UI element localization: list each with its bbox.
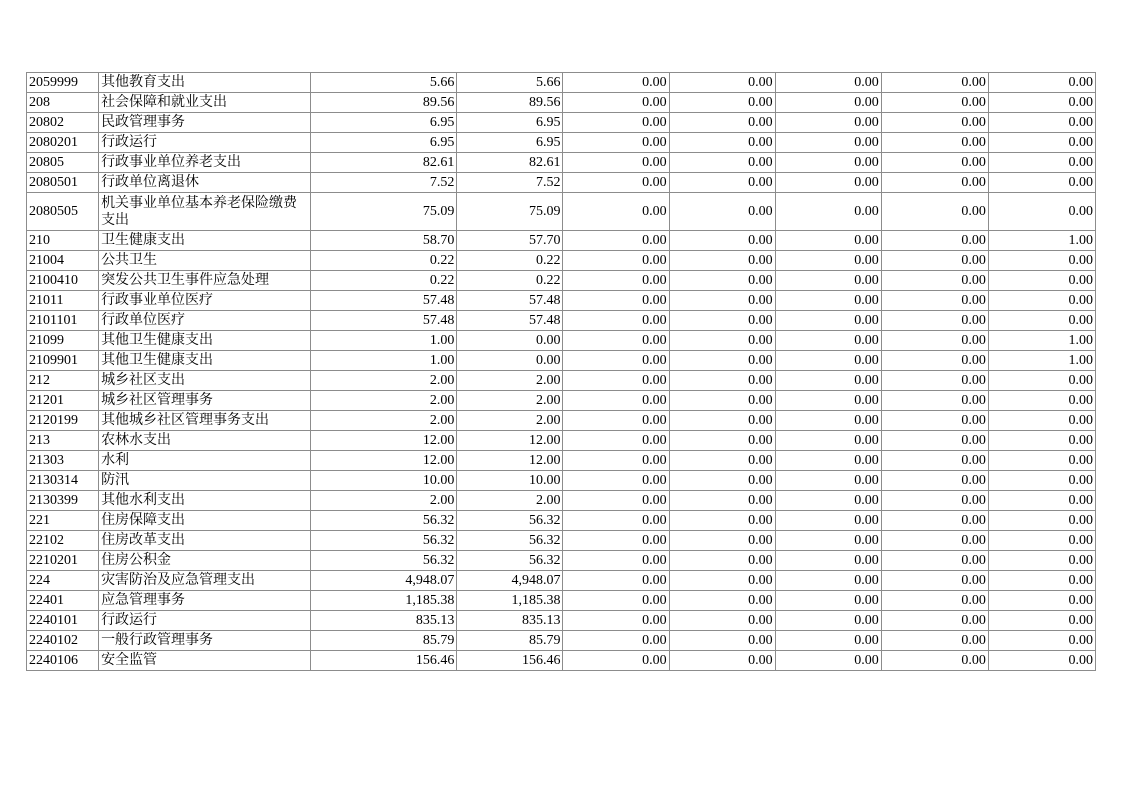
amount-cell: 1,185.38 bbox=[311, 591, 457, 611]
amount-cell: 835.13 bbox=[457, 611, 563, 631]
amount-cell: 0.00 bbox=[669, 251, 775, 271]
amount-cell: 0.00 bbox=[881, 431, 988, 451]
amount-cell: 0.00 bbox=[775, 331, 881, 351]
subject-code-cell: 2100410 bbox=[27, 271, 99, 291]
amount-cell: 0.00 bbox=[669, 113, 775, 133]
amount-cell: 0.00 bbox=[775, 451, 881, 471]
amount-cell: 0.00 bbox=[563, 231, 669, 251]
amount-cell: 56.32 bbox=[457, 531, 563, 551]
amount-cell: 0.00 bbox=[775, 551, 881, 571]
amount-cell: 0.00 bbox=[881, 193, 988, 231]
amount-cell: 4,948.07 bbox=[311, 571, 457, 591]
amount-cell: 0.00 bbox=[563, 451, 669, 471]
amount-cell: 0.00 bbox=[988, 611, 1095, 631]
amount-cell: 12.00 bbox=[311, 451, 457, 471]
table-row bbox=[27, 551, 1096, 571]
amount-cell: 0.00 bbox=[563, 113, 669, 133]
amount-cell: 0.00 bbox=[563, 193, 669, 231]
amount-cell: 2.00 bbox=[311, 371, 457, 391]
table-row bbox=[27, 351, 1096, 371]
amount-cell: 0.00 bbox=[881, 451, 988, 471]
amount-cell: 0.00 bbox=[563, 391, 669, 411]
amount-cell: 0.00 bbox=[669, 351, 775, 371]
subject-name-cell: 水利 bbox=[99, 451, 311, 471]
subject-name-cell: 卫生健康支出 bbox=[99, 231, 311, 251]
subject-name-cell: 农林水支出 bbox=[99, 431, 311, 451]
subject-code-cell: 2240102 bbox=[27, 631, 99, 651]
amount-cell: 10.00 bbox=[457, 471, 563, 491]
amount-cell: 57.48 bbox=[311, 291, 457, 311]
table-row bbox=[27, 193, 1096, 231]
amount-cell: 10.00 bbox=[311, 471, 457, 491]
amount-cell: 0.00 bbox=[563, 491, 669, 511]
amount-cell: 0.00 bbox=[669, 571, 775, 591]
amount-cell: 2.00 bbox=[311, 391, 457, 411]
amount-cell: 0.00 bbox=[775, 291, 881, 311]
amount-cell: 57.70 bbox=[457, 231, 563, 251]
amount-cell: 0.00 bbox=[881, 331, 988, 351]
subject-code-cell: 21201 bbox=[27, 391, 99, 411]
amount-cell: 0.00 bbox=[669, 451, 775, 471]
subject-name-cell: 公共卫生 bbox=[99, 251, 311, 271]
table-row bbox=[27, 611, 1096, 631]
amount-cell: 0.00 bbox=[563, 271, 669, 291]
subject-name-cell: 住房保障支出 bbox=[99, 511, 311, 531]
amount-cell: 0.00 bbox=[988, 193, 1095, 231]
amount-cell: 1.00 bbox=[988, 351, 1095, 371]
amount-cell: 0.00 bbox=[775, 591, 881, 611]
subject-code-cell: 2210201 bbox=[27, 551, 99, 571]
amount-cell: 0.00 bbox=[988, 591, 1095, 611]
amount-cell: 0.00 bbox=[775, 113, 881, 133]
subject-code-cell: 20805 bbox=[27, 153, 99, 173]
amount-cell: 0.00 bbox=[563, 331, 669, 351]
subject-name-cell: 民政管理事务 bbox=[99, 113, 311, 133]
amount-cell: 0.00 bbox=[881, 291, 988, 311]
amount-cell: 0.00 bbox=[563, 291, 669, 311]
amount-cell: 0.00 bbox=[669, 271, 775, 291]
amount-cell: 1.00 bbox=[311, 331, 457, 351]
amount-cell: 0.00 bbox=[988, 451, 1095, 471]
table-row bbox=[27, 231, 1096, 251]
amount-cell: 0.00 bbox=[881, 591, 988, 611]
table-row bbox=[27, 113, 1096, 133]
table-row bbox=[27, 291, 1096, 311]
amount-cell: 0.00 bbox=[881, 271, 988, 291]
table-row bbox=[27, 391, 1096, 411]
amount-cell: 0.00 bbox=[775, 411, 881, 431]
subject-code-cell: 212 bbox=[27, 371, 99, 391]
amount-cell: 0.00 bbox=[988, 173, 1095, 193]
amount-cell: 0.00 bbox=[775, 631, 881, 651]
amount-cell: 1.00 bbox=[988, 231, 1095, 251]
amount-cell: 0.00 bbox=[563, 153, 669, 173]
subject-code-cell: 2080201 bbox=[27, 133, 99, 153]
table-row bbox=[27, 173, 1096, 193]
table-row bbox=[27, 451, 1096, 471]
subject-code-cell: 22401 bbox=[27, 591, 99, 611]
subject-code-cell: 21099 bbox=[27, 331, 99, 351]
subject-name-cell: 其他教育支出 bbox=[99, 73, 311, 93]
subject-name-cell: 机关事业单位基本养老保险缴费支出 bbox=[99, 193, 311, 231]
table-row bbox=[27, 651, 1096, 671]
amount-cell: 0.00 bbox=[775, 531, 881, 551]
amount-cell: 7.52 bbox=[311, 173, 457, 193]
amount-cell: 0.00 bbox=[775, 251, 881, 271]
amount-cell: 0.00 bbox=[775, 153, 881, 173]
subject-name-cell: 其他卫生健康支出 bbox=[99, 351, 311, 371]
amount-cell: 0.00 bbox=[988, 113, 1095, 133]
amount-cell: 57.48 bbox=[457, 291, 563, 311]
amount-cell: 0.00 bbox=[775, 571, 881, 591]
subject-name-cell: 安全监管 bbox=[99, 651, 311, 671]
amount-cell: 0.00 bbox=[669, 611, 775, 631]
amount-cell: 0.00 bbox=[881, 251, 988, 271]
amount-cell: 1.00 bbox=[311, 351, 457, 371]
subject-name-cell: 行政运行 bbox=[99, 133, 311, 153]
subject-code-cell: 2240106 bbox=[27, 651, 99, 671]
subject-name-cell: 住房公积金 bbox=[99, 551, 311, 571]
amount-cell: 85.79 bbox=[457, 631, 563, 651]
subject-name-cell: 应急管理事务 bbox=[99, 591, 311, 611]
amount-cell: 0.00 bbox=[669, 133, 775, 153]
amount-cell: 0.00 bbox=[881, 491, 988, 511]
amount-cell: 6.95 bbox=[457, 133, 563, 153]
amount-cell: 0.00 bbox=[457, 351, 563, 371]
subject-code-cell: 2109901 bbox=[27, 351, 99, 371]
amount-cell: 0.00 bbox=[457, 331, 563, 351]
amount-cell: 0.00 bbox=[881, 651, 988, 671]
amount-cell: 2.00 bbox=[457, 371, 563, 391]
amount-cell: 0.00 bbox=[669, 431, 775, 451]
amount-cell: 0.00 bbox=[669, 471, 775, 491]
amount-cell: 0.00 bbox=[881, 153, 988, 173]
amount-cell: 0.00 bbox=[669, 371, 775, 391]
amount-cell: 0.00 bbox=[881, 391, 988, 411]
amount-cell: 0.00 bbox=[881, 351, 988, 371]
subject-code-cell: 2101101 bbox=[27, 311, 99, 331]
amount-cell: 5.66 bbox=[457, 73, 563, 93]
table-row bbox=[27, 411, 1096, 431]
amount-cell: 835.13 bbox=[311, 611, 457, 631]
amount-cell: 0.00 bbox=[563, 311, 669, 331]
table-row bbox=[27, 631, 1096, 651]
amount-cell: 1,185.38 bbox=[457, 591, 563, 611]
amount-cell: 0.00 bbox=[775, 371, 881, 391]
amount-cell: 0.00 bbox=[775, 193, 881, 231]
amount-cell: 0.00 bbox=[881, 411, 988, 431]
amount-cell: 57.48 bbox=[457, 311, 563, 331]
amount-cell: 0.00 bbox=[669, 153, 775, 173]
amount-cell: 0.00 bbox=[563, 571, 669, 591]
amount-cell: 0.00 bbox=[669, 551, 775, 571]
amount-cell: 0.00 bbox=[988, 133, 1095, 153]
amount-cell: 0.00 bbox=[563, 133, 669, 153]
amount-cell: 0.00 bbox=[988, 411, 1095, 431]
amount-cell: 0.00 bbox=[775, 511, 881, 531]
amount-cell: 0.00 bbox=[775, 611, 881, 631]
table-row bbox=[27, 93, 1096, 113]
amount-cell: 0.00 bbox=[881, 173, 988, 193]
subject-code-cell: 213 bbox=[27, 431, 99, 451]
amount-cell: 0.00 bbox=[669, 591, 775, 611]
amount-cell: 0.00 bbox=[988, 431, 1095, 451]
amount-cell: 0.00 bbox=[881, 73, 988, 93]
amount-cell: 0.00 bbox=[881, 511, 988, 531]
amount-cell: 2.00 bbox=[457, 391, 563, 411]
amount-cell: 75.09 bbox=[311, 193, 457, 231]
amount-cell: 0.00 bbox=[563, 251, 669, 271]
subject-name-cell: 防汛 bbox=[99, 471, 311, 491]
amount-cell: 82.61 bbox=[457, 153, 563, 173]
subject-code-cell: 2240101 bbox=[27, 611, 99, 631]
amount-cell: 0.00 bbox=[988, 73, 1095, 93]
amount-cell: 0.00 bbox=[988, 93, 1095, 113]
amount-cell: 0.00 bbox=[563, 93, 669, 113]
amount-cell: 56.32 bbox=[311, 511, 457, 531]
amount-cell: 56.32 bbox=[311, 551, 457, 571]
table-row bbox=[27, 251, 1096, 271]
amount-cell: 0.00 bbox=[881, 611, 988, 631]
amount-cell: 12.00 bbox=[457, 451, 563, 471]
amount-cell: 0.00 bbox=[669, 331, 775, 351]
amount-cell: 0.00 bbox=[563, 411, 669, 431]
subject-name-cell: 住房改革支出 bbox=[99, 531, 311, 551]
table-row bbox=[27, 371, 1096, 391]
amount-cell: 2.00 bbox=[457, 411, 563, 431]
subject-code-cell: 208 bbox=[27, 93, 99, 113]
amount-cell: 0.00 bbox=[775, 471, 881, 491]
amount-cell: 0.00 bbox=[669, 291, 775, 311]
amount-cell: 156.46 bbox=[457, 651, 563, 671]
amount-cell: 5.66 bbox=[311, 73, 457, 93]
amount-cell: 0.00 bbox=[775, 491, 881, 511]
amount-cell: 0.00 bbox=[563, 611, 669, 631]
amount-cell: 2.00 bbox=[311, 491, 457, 511]
amount-cell: 0.00 bbox=[563, 551, 669, 571]
amount-cell: 0.00 bbox=[988, 391, 1095, 411]
amount-cell: 0.00 bbox=[881, 571, 988, 591]
amount-cell: 0.00 bbox=[669, 311, 775, 331]
amount-cell: 0.00 bbox=[563, 471, 669, 491]
amount-cell: 89.56 bbox=[311, 93, 457, 113]
table-row bbox=[27, 73, 1096, 93]
amount-cell: 56.32 bbox=[311, 531, 457, 551]
subject-name-cell: 灾害防治及应急管理支出 bbox=[99, 571, 311, 591]
expenditure-table bbox=[26, 72, 1096, 671]
table-row bbox=[27, 471, 1096, 491]
amount-cell: 0.00 bbox=[669, 531, 775, 551]
amount-cell: 0.00 bbox=[775, 351, 881, 371]
subject-name-cell: 其他水利支出 bbox=[99, 491, 311, 511]
amount-cell: 12.00 bbox=[311, 431, 457, 451]
subject-code-cell: 21303 bbox=[27, 451, 99, 471]
amount-cell: 0.00 bbox=[881, 371, 988, 391]
subject-code-cell: 2080505 bbox=[27, 193, 99, 231]
amount-cell: 0.00 bbox=[775, 431, 881, 451]
amount-cell: 0.00 bbox=[988, 511, 1095, 531]
amount-cell: 0.00 bbox=[988, 291, 1095, 311]
amount-cell: 0.00 bbox=[881, 631, 988, 651]
subject-name-cell: 其他卫生健康支出 bbox=[99, 331, 311, 351]
table-row bbox=[27, 591, 1096, 611]
amount-cell: 0.22 bbox=[311, 251, 457, 271]
amount-cell: 0.00 bbox=[881, 311, 988, 331]
amount-cell: 0.00 bbox=[988, 251, 1095, 271]
amount-cell: 0.22 bbox=[457, 271, 563, 291]
subject-code-cell: 2130314 bbox=[27, 471, 99, 491]
table-row bbox=[27, 431, 1096, 451]
subject-code-cell: 2080501 bbox=[27, 173, 99, 193]
subject-code-cell: 21004 bbox=[27, 251, 99, 271]
amount-cell: 0.00 bbox=[775, 651, 881, 671]
amount-cell: 1.00 bbox=[988, 331, 1095, 351]
amount-cell: 12.00 bbox=[457, 431, 563, 451]
amount-cell: 7.52 bbox=[457, 173, 563, 193]
amount-cell: 82.61 bbox=[311, 153, 457, 173]
table-row bbox=[27, 511, 1096, 531]
subject-code-cell: 221 bbox=[27, 511, 99, 531]
amount-cell: 0.00 bbox=[563, 631, 669, 651]
amount-cell: 0.00 bbox=[775, 231, 881, 251]
table-row bbox=[27, 133, 1096, 153]
amount-cell: 0.00 bbox=[988, 271, 1095, 291]
table-row bbox=[27, 531, 1096, 551]
amount-cell: 0.00 bbox=[669, 93, 775, 113]
amount-cell: 0.00 bbox=[881, 93, 988, 113]
amount-cell: 0.00 bbox=[669, 511, 775, 531]
amount-cell: 0.00 bbox=[988, 531, 1095, 551]
amount-cell: 6.95 bbox=[311, 113, 457, 133]
amount-cell: 56.32 bbox=[457, 511, 563, 531]
amount-cell: 0.00 bbox=[669, 193, 775, 231]
amount-cell: 6.95 bbox=[457, 113, 563, 133]
amount-cell: 89.56 bbox=[457, 93, 563, 113]
amount-cell: 75.09 bbox=[457, 193, 563, 231]
amount-cell: 0.00 bbox=[563, 73, 669, 93]
amount-cell: 2.00 bbox=[311, 411, 457, 431]
amount-cell: 0.00 bbox=[669, 73, 775, 93]
amount-cell: 0.00 bbox=[988, 471, 1095, 491]
amount-cell: 58.70 bbox=[311, 231, 457, 251]
amount-cell: 0.00 bbox=[881, 471, 988, 491]
amount-cell: 0.00 bbox=[988, 371, 1095, 391]
subject-name-cell: 城乡社区支出 bbox=[99, 371, 311, 391]
amount-cell: 0.22 bbox=[457, 251, 563, 271]
amount-cell: 4,948.07 bbox=[457, 571, 563, 591]
amount-cell: 57.48 bbox=[311, 311, 457, 331]
amount-cell: 0.00 bbox=[775, 311, 881, 331]
amount-cell: 0.00 bbox=[775, 271, 881, 291]
subject-name-cell: 社会保障和就业支出 bbox=[99, 93, 311, 113]
amount-cell: 0.00 bbox=[881, 133, 988, 153]
table-row bbox=[27, 331, 1096, 351]
subject-name-cell: 行政单位医疗 bbox=[99, 311, 311, 331]
amount-cell: 0.00 bbox=[563, 651, 669, 671]
subject-name-cell: 城乡社区管理事务 bbox=[99, 391, 311, 411]
amount-cell: 0.00 bbox=[563, 351, 669, 371]
amount-cell: 0.00 bbox=[988, 153, 1095, 173]
amount-cell: 0.00 bbox=[563, 431, 669, 451]
amount-cell: 0.00 bbox=[988, 571, 1095, 591]
amount-cell: 0.00 bbox=[669, 491, 775, 511]
amount-cell: 0.00 bbox=[775, 391, 881, 411]
amount-cell: 0.00 bbox=[669, 173, 775, 193]
subject-name-cell: 一般行政管理事务 bbox=[99, 631, 311, 651]
amount-cell: 0.00 bbox=[669, 231, 775, 251]
amount-cell: 0.00 bbox=[669, 411, 775, 431]
table-row bbox=[27, 311, 1096, 331]
amount-cell: 0.00 bbox=[563, 511, 669, 531]
table-row bbox=[27, 571, 1096, 591]
amount-cell: 0.00 bbox=[669, 651, 775, 671]
subject-code-cell: 20802 bbox=[27, 113, 99, 133]
amount-cell: 0.00 bbox=[881, 113, 988, 133]
subject-name-cell: 行政运行 bbox=[99, 611, 311, 631]
amount-cell: 56.32 bbox=[457, 551, 563, 571]
amount-cell: 0.00 bbox=[988, 631, 1095, 651]
subject-name-cell: 行政事业单位养老支出 bbox=[99, 153, 311, 173]
amount-cell: 0.00 bbox=[775, 93, 881, 113]
subject-name-cell: 行政单位离退休 bbox=[99, 173, 311, 193]
amount-cell: 0.00 bbox=[775, 173, 881, 193]
amount-cell: 0.00 bbox=[775, 133, 881, 153]
amount-cell: 0.00 bbox=[881, 551, 988, 571]
amount-cell: 0.00 bbox=[563, 591, 669, 611]
subject-name-cell: 其他城乡社区管理事务支出 bbox=[99, 411, 311, 431]
amount-cell: 156.46 bbox=[311, 651, 457, 671]
amount-cell: 6.95 bbox=[311, 133, 457, 153]
subject-name-cell: 行政事业单位医疗 bbox=[99, 291, 311, 311]
subject-code-cell: 224 bbox=[27, 571, 99, 591]
amount-cell: 0.00 bbox=[669, 631, 775, 651]
amount-cell: 85.79 bbox=[311, 631, 457, 651]
amount-cell: 0.00 bbox=[881, 531, 988, 551]
subject-code-cell: 21011 bbox=[27, 291, 99, 311]
amount-cell: 0.00 bbox=[775, 73, 881, 93]
amount-cell: 0.00 bbox=[563, 173, 669, 193]
table-body bbox=[27, 73, 1096, 671]
amount-cell: 0.00 bbox=[881, 231, 988, 251]
amount-cell: 0.00 bbox=[669, 391, 775, 411]
subject-code-cell: 2059999 bbox=[27, 73, 99, 93]
subject-code-cell: 2120199 bbox=[27, 411, 99, 431]
table-row bbox=[27, 491, 1096, 511]
amount-cell: 0.00 bbox=[988, 491, 1095, 511]
amount-cell: 2.00 bbox=[457, 491, 563, 511]
amount-cell: 0.00 bbox=[988, 551, 1095, 571]
subject-code-cell: 210 bbox=[27, 231, 99, 251]
subject-code-cell: 22102 bbox=[27, 531, 99, 551]
table-row bbox=[27, 153, 1096, 173]
subject-code-cell: 2130399 bbox=[27, 491, 99, 511]
table-row bbox=[27, 271, 1096, 291]
amount-cell: 0.00 bbox=[988, 311, 1095, 331]
amount-cell: 0.00 bbox=[563, 531, 669, 551]
subject-name-cell: 突发公共卫生事件应急处理 bbox=[99, 271, 311, 291]
amount-cell: 0.22 bbox=[311, 271, 457, 291]
amount-cell: 0.00 bbox=[563, 371, 669, 391]
amount-cell: 0.00 bbox=[988, 651, 1095, 671]
